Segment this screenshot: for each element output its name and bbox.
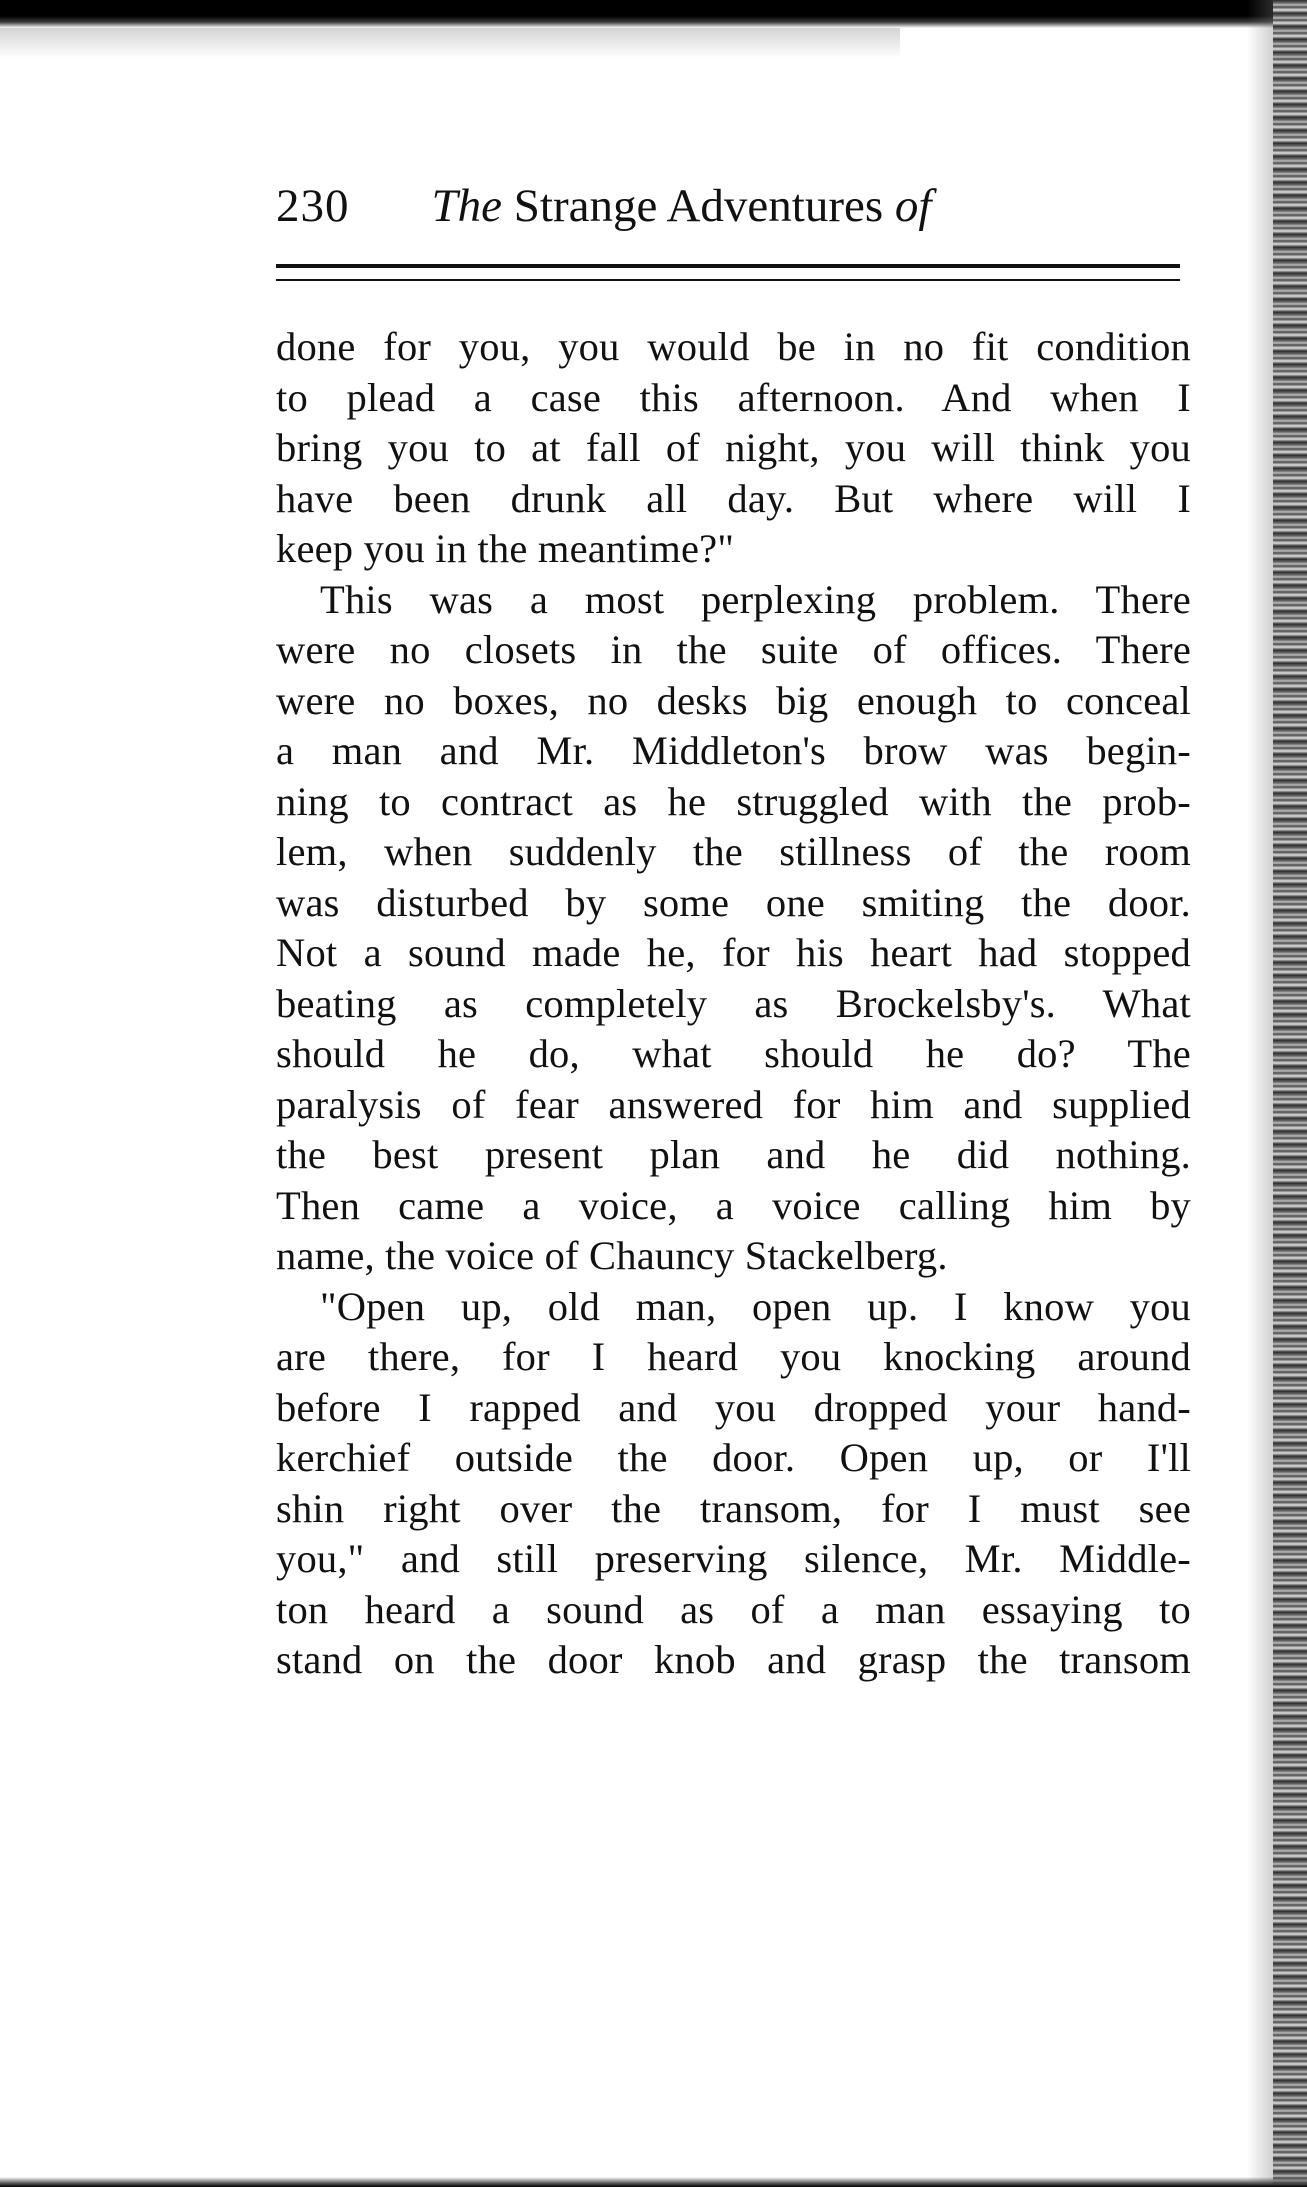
- text-line: ning to contract as he struggled with the prob-: [276, 778, 1191, 824]
- header-title-the: The: [431, 180, 502, 232]
- text-line: ton heard a sound as of a man essaying to: [276, 1586, 1191, 1632]
- text-line: shin right over the transom, for I must see: [276, 1485, 1191, 1531]
- scan-top-edge: [0, 0, 1307, 28]
- text-line: should he do, what should he do? The: [276, 1031, 1191, 1076]
- scan-right-shadow: [1247, 0, 1273, 2187]
- text-line: the best present plan and he did nothing.: [276, 1132, 1191, 1177]
- text-line: are there, for I heard you knocking around: [276, 1334, 1191, 1379]
- text-line: to plead a case this afternoon. And when I: [276, 374, 1191, 420]
- text-line: name, the voice of Chauncy Stackelberg.: [276, 1233, 948, 1278]
- running-header: [276, 176, 1180, 236]
- text-line: were no boxes, no desks big enough to conceal: [276, 677, 1191, 723]
- header-rule-thick: [276, 264, 1180, 268]
- body-text: [276, 322, 1191, 1686]
- paragraph-3: [276, 1282, 1191, 1686]
- text-line: bring you to at fall of night, you will think you: [276, 425, 1191, 470]
- text-line: "Open up, old man, open up. I know you: [320, 1283, 1191, 1329]
- header-rule-thin: [276, 279, 1180, 281]
- header-title-of: of: [894, 180, 932, 232]
- paragraph-1: [276, 322, 1191, 575]
- text-line: kerchief outside the door. Open up, or I'll: [276, 1435, 1191, 1480]
- text-line: lem, when suddenly the stillness of the room: [276, 829, 1191, 874]
- text-line: This was a most perplexing problem. There: [320, 576, 1191, 622]
- text-line: beating as completely as Brockelsby's. What: [276, 980, 1191, 1026]
- scan-bottom-edge: [0, 2177, 1307, 2187]
- text-line: keep you in the meantime?": [276, 526, 735, 571]
- text-line: done for you, you would be in no fit condition: [276, 324, 1191, 369]
- text-line: stand on the door knob and grasp the transom: [276, 1637, 1191, 1682]
- text-line: a man and Mr. Middleton's brow was begin-: [276, 728, 1191, 773]
- text-line: before I rapped and you dropped your hand-: [276, 1384, 1191, 1430]
- header-title-main: Strange Adventures: [513, 180, 884, 232]
- text-line: you," and still preserving silence, Mr. Middle-: [276, 1536, 1191, 1581]
- text-line: were no closets in the suite of offices. There: [276, 627, 1191, 672]
- text-line: have been drunk all day. But where will I: [276, 475, 1191, 521]
- text-line: paralysis of fear answered for him and supplied: [276, 1081, 1191, 1127]
- text-line: Then came a voice, a voice calling him by: [276, 1182, 1191, 1228]
- scan-top-smear: [0, 28, 900, 58]
- text-line: was disturbed by some one smiting the door.: [276, 879, 1191, 925]
- text-line: Not a sound made he, for his heart had stopped: [276, 930, 1191, 975]
- scan-right-edge: [1273, 0, 1307, 2187]
- paragraph-2: [276, 575, 1191, 1282]
- page-number: 230: [276, 180, 350, 232]
